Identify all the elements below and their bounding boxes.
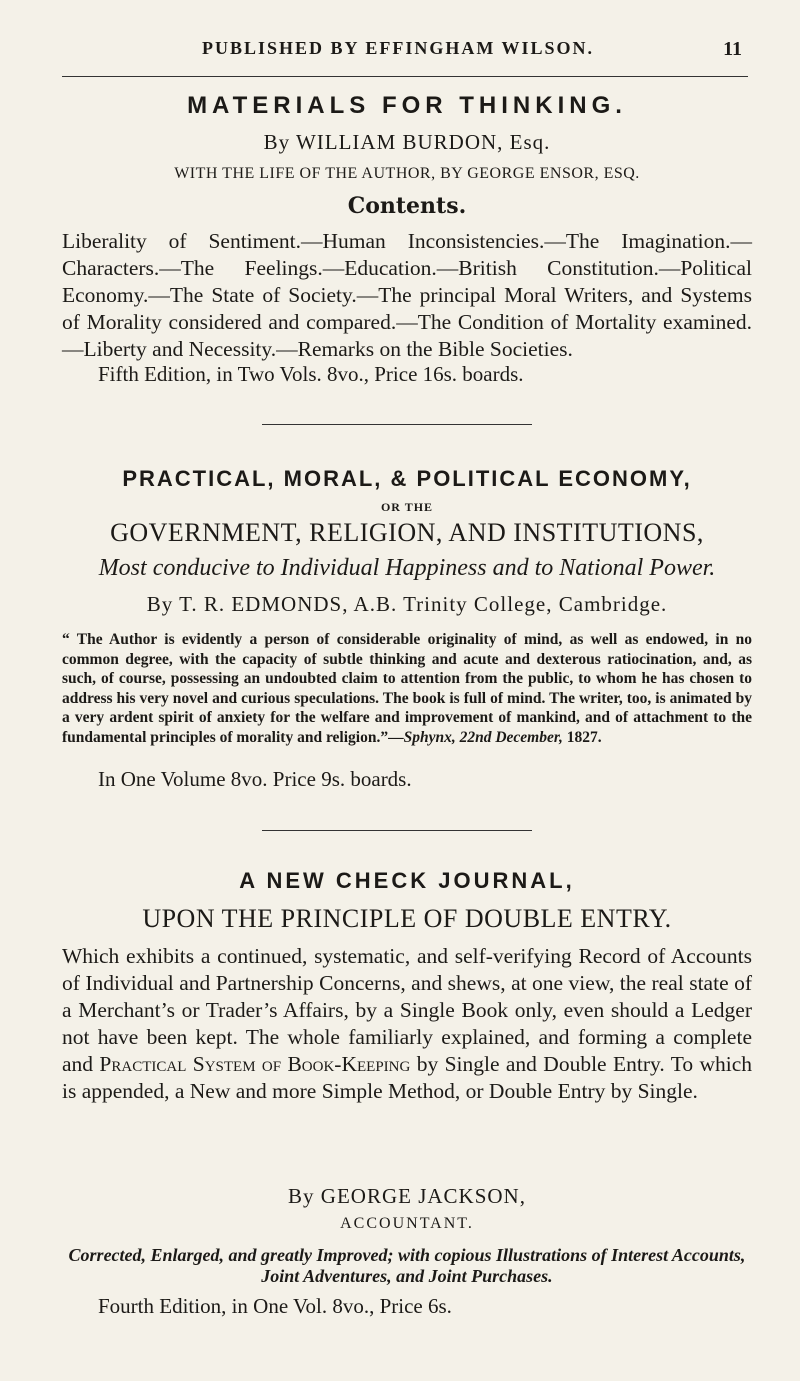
description-smallcaps: Practical System of Book-Keeping	[99, 1052, 411, 1076]
section3-italic-description: Corrected, Enlarged, and greatly Improved; with copious Illustrations of Interest Accounts, Joint Adventures, and Joint Purchases.	[68, 1245, 746, 1286]
section-divider-2	[262, 830, 532, 831]
section2-subtitle: GOVERNMENT, RELIGION, AND INSTITUTIONS,	[110, 518, 704, 547]
section1-edition: Fifth Edition, in Two Vols. 8vo., Price 16s. boards.	[98, 362, 524, 386]
section2-italic-line: Most conducive to Individual Happiness and to National Power.	[98, 555, 716, 581]
contents-heading: Contents.	[347, 193, 467, 219]
section1-byline: By WILLIAM BURDON, Esq.	[263, 130, 551, 154]
review-quote: “ The Author is evidently a person of considerable originality of mind, as well as endowed, in no common degree, with the capacity of subtle thinking and acute and dexterous ratiocination, and, as such, of course, possessing an undoubted claim to attention from the public, to whom he has chosen to address his very novel and curious speculations. The book is full of mind. The writer, too, is animated by a very ardent spirit of anxiety for the welfare and improvement of mankind, and of attachment to the fundamental principles of morality and religion.”—	[62, 631, 752, 746]
header-rule	[62, 76, 748, 77]
section3-subtitle: UPON THE PRINCIPLE OF DOUBLE ENTRY.	[142, 904, 672, 933]
review-source: Sphynx, 22nd December,	[403, 728, 563, 746]
section3-edition: Fourth Edition, in One Vol. 8vo., Price 6s.	[98, 1294, 452, 1318]
section2-review	[62, 630, 752, 747]
section2-edition: In One Volume 8vo. Price 9s. boards.	[98, 767, 412, 791]
section-divider-1	[262, 424, 532, 425]
section1-subline: WITH THE LIFE OF THE AUTHOR, BY GEORGE ENSOR, ESQ.	[174, 165, 640, 182]
section2-or-the: OR THE	[380, 500, 434, 514]
section1-title: MATERIALS FOR THINKING.	[187, 92, 627, 119]
page-number: 11	[723, 38, 742, 60]
publisher-header: PUBLISHED BY EFFINGHAM WILSON.	[202, 38, 595, 58]
description-text-a: Which exhibits a continued, systematic, and self-verifying Record of Accounts of Individual and Partnership Concerns, and shews, at one view, the real state of a Merchant’s or Trader’s Affairs, by a Single Book only, even should a Ledger not have been kept. The whole familiarly explained, and forming a complete and	[62, 944, 752, 1076]
section3-byline: By GEORGE JACKSON,	[288, 1184, 526, 1208]
section3-title: A NEW CHECK JOURNAL,	[239, 868, 575, 893]
section2-byline: By T. R. EDMONDS, A.B. Trinity College, Cambridge.	[146, 592, 668, 616]
contents-list: Liberality of Sentiment.—Human Inconsistencies.—The Imagination.—Characters.—The Feelings.—Education.—British Constitution.—Political Economy.—The State of Society.—The principal Moral Writers, and Systems of Morality considered and compared.—The Condition of Mortality examined.—Liberty and Necessity.—Remarks on the Bible Societies.	[62, 229, 752, 361]
review-year: 1827.	[566, 728, 602, 746]
description-text-b: by Single and Double Entry. To which is appended, a New and more Simple Method, or Double Entry by Single.	[62, 1052, 752, 1103]
section3-description	[62, 943, 752, 1105]
section3-role: ACCOUNTANT.	[340, 1215, 474, 1232]
section2-title: PRACTICAL, MORAL, & POLITICAL ECONOMY,	[122, 466, 692, 491]
